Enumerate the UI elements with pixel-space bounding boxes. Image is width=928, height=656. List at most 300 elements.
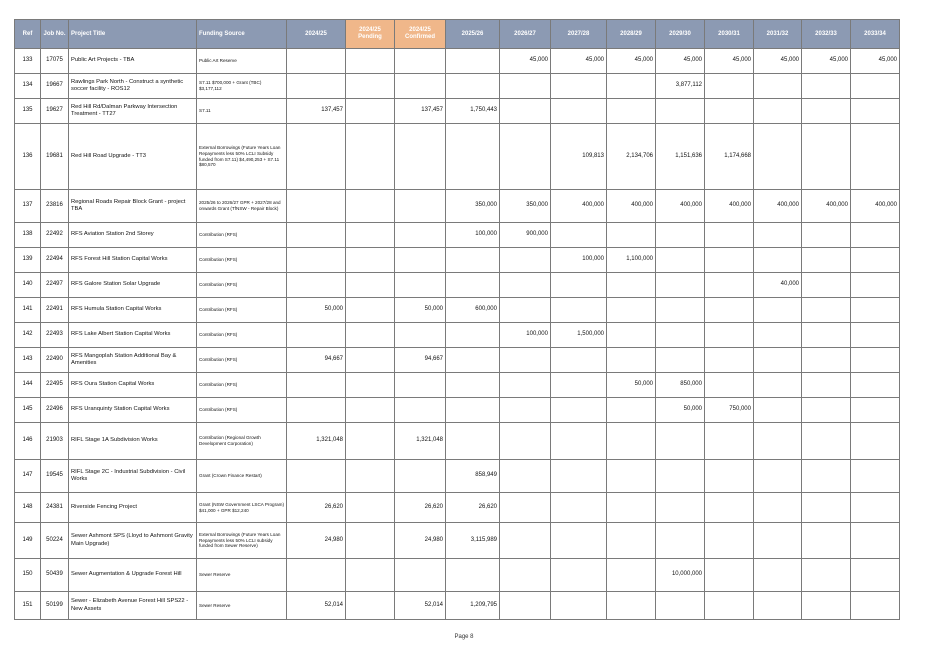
cell-amount bbox=[551, 592, 607, 620]
cell-amount bbox=[395, 49, 446, 74]
cell-amount: 900,000 bbox=[500, 223, 551, 248]
cell-amount: 45,000 bbox=[607, 49, 656, 74]
cell-amount bbox=[754, 398, 802, 423]
cell-amount: 137,457 bbox=[395, 99, 446, 124]
header-2024-25-pending: 2024/25 Pending bbox=[346, 20, 395, 49]
header-2027-28: 2027/28 bbox=[551, 20, 607, 49]
cell-ref: 148 bbox=[15, 493, 41, 523]
cell-amount: 40,000 bbox=[754, 273, 802, 298]
cell-funding-source: Sewer Reserve bbox=[197, 559, 287, 592]
cell-amount bbox=[446, 124, 500, 190]
table-row bbox=[15, 273, 900, 298]
cell-amount bbox=[500, 124, 551, 190]
cell-project-title: RFS Galore Station Solar Upgrade bbox=[69, 273, 197, 298]
cell-job-no: 22495 bbox=[41, 373, 69, 398]
cell-amount bbox=[551, 398, 607, 423]
cell-amount bbox=[705, 592, 754, 620]
cell-amount bbox=[607, 99, 656, 124]
cell-amount bbox=[802, 373, 851, 398]
cell-amount bbox=[551, 523, 607, 559]
cell-job-no: 19667 bbox=[41, 74, 69, 99]
cell-job-no: 22491 bbox=[41, 298, 69, 323]
cell-amount: 400,000 bbox=[851, 190, 900, 223]
cell-amount bbox=[851, 592, 900, 620]
cell-amount bbox=[395, 373, 446, 398]
cell-project-title: RFS Lake Albert Station Capital Works bbox=[69, 323, 197, 348]
cell-amount bbox=[705, 460, 754, 493]
cell-funding-source: Contribution (RFS) bbox=[197, 398, 287, 423]
header-2028-29: 2028/29 bbox=[607, 20, 656, 49]
cell-amount bbox=[656, 99, 705, 124]
cell-amount bbox=[287, 223, 346, 248]
cell-amount: 1,209,795 bbox=[446, 592, 500, 620]
cell-amount bbox=[754, 323, 802, 348]
cell-project-title: Red Hill Road Upgrade - TT3 bbox=[69, 124, 197, 190]
cell-amount bbox=[551, 460, 607, 493]
cell-funding-source: Contribution (RFS) bbox=[197, 348, 287, 373]
cell-amount: 1,321,048 bbox=[287, 423, 346, 460]
cell-funding-source: Grant (Crown Finance Restart) bbox=[197, 460, 287, 493]
header-2025-26: 2025/26 bbox=[446, 20, 500, 49]
cell-amount: 45,000 bbox=[851, 49, 900, 74]
cell-amount bbox=[551, 298, 607, 323]
cell-amount bbox=[287, 323, 346, 348]
cell-amount: 3,877,112 bbox=[656, 74, 705, 99]
cell-amount: 350,000 bbox=[500, 190, 551, 223]
cell-project-title: RFS Mangoplah Station Additional Bay & Amenities bbox=[69, 348, 197, 373]
cell-project-title: Public Art Projects - TBA bbox=[69, 49, 197, 74]
cell-funding-source: S7.11 bbox=[197, 99, 287, 124]
cell-funding-source: Contribution (RFS) bbox=[197, 248, 287, 273]
cell-amount bbox=[705, 423, 754, 460]
cell-amount bbox=[395, 559, 446, 592]
cell-amount bbox=[607, 398, 656, 423]
header-2029-30: 2029/30 bbox=[656, 20, 705, 49]
cell-job-no: 23816 bbox=[41, 190, 69, 223]
cell-amount bbox=[346, 423, 395, 460]
cell-ref: 142 bbox=[15, 323, 41, 348]
cell-amount bbox=[851, 223, 900, 248]
cell-amount bbox=[346, 493, 395, 523]
cell-amount bbox=[656, 493, 705, 523]
cell-amount bbox=[551, 99, 607, 124]
cell-amount bbox=[754, 248, 802, 273]
cell-amount: 45,000 bbox=[656, 49, 705, 74]
cell-amount bbox=[500, 248, 551, 273]
cell-funding-source: S7.11 $700,000 + Grant (TBC) $3,177,112 bbox=[197, 74, 287, 99]
cell-amount: 400,000 bbox=[656, 190, 705, 223]
cell-ref: 149 bbox=[15, 523, 41, 559]
cell-amount bbox=[656, 423, 705, 460]
cell-amount bbox=[346, 298, 395, 323]
cell-project-title: RFS Forest Hill Station Capital Works bbox=[69, 248, 197, 273]
cell-amount bbox=[802, 398, 851, 423]
cell-amount: 24,980 bbox=[395, 523, 446, 559]
cell-amount bbox=[851, 460, 900, 493]
cell-amount bbox=[287, 460, 346, 493]
cell-ref: 141 bbox=[15, 298, 41, 323]
cell-amount: 52,014 bbox=[287, 592, 346, 620]
cell-amount bbox=[346, 373, 395, 398]
cell-amount bbox=[754, 460, 802, 493]
cell-amount bbox=[395, 248, 446, 273]
cell-amount bbox=[656, 248, 705, 273]
cell-funding-source: Sewer Reserve bbox=[197, 592, 287, 620]
table-row bbox=[15, 460, 900, 493]
cell-amount bbox=[705, 273, 754, 298]
cell-amount bbox=[656, 223, 705, 248]
cell-job-no: 22490 bbox=[41, 348, 69, 373]
cell-amount bbox=[346, 323, 395, 348]
cell-amount bbox=[802, 559, 851, 592]
cell-funding-source: External Borrowings (Future Years Loan Repayments less 50% LCLI subsidy funded from Sewer Reserve) bbox=[197, 523, 287, 559]
cell-amount bbox=[607, 298, 656, 323]
table-row bbox=[15, 493, 900, 523]
cell-ref: 139 bbox=[15, 248, 41, 273]
cell-amount bbox=[851, 298, 900, 323]
cell-amount bbox=[446, 348, 500, 373]
cell-amount bbox=[705, 99, 754, 124]
cell-amount bbox=[551, 559, 607, 592]
cell-job-no: 50224 bbox=[41, 523, 69, 559]
cell-amount bbox=[551, 74, 607, 99]
cell-amount bbox=[851, 74, 900, 99]
cell-amount bbox=[851, 248, 900, 273]
cell-amount bbox=[346, 99, 395, 124]
cell-amount bbox=[851, 323, 900, 348]
cell-project-title: RFS Humula Station Capital Works bbox=[69, 298, 197, 323]
cell-amount: 858,949 bbox=[446, 460, 500, 493]
cell-amount bbox=[287, 74, 346, 99]
cell-job-no: 17075 bbox=[41, 49, 69, 74]
cell-amount bbox=[851, 523, 900, 559]
header-2033-34: 2033/34 bbox=[851, 20, 900, 49]
cell-job-no: 21903 bbox=[41, 423, 69, 460]
cell-ref: 136 bbox=[15, 124, 41, 190]
cell-amount: 50,000 bbox=[656, 398, 705, 423]
cell-ref: 134 bbox=[15, 74, 41, 99]
table-row bbox=[15, 248, 900, 273]
table-row bbox=[15, 49, 900, 74]
cell-amount bbox=[802, 74, 851, 99]
cell-amount bbox=[705, 373, 754, 398]
header-2024-25-confirmed: 2024/25 Confirmed bbox=[395, 20, 446, 49]
cell-amount bbox=[607, 348, 656, 373]
cell-amount bbox=[500, 273, 551, 298]
cell-amount bbox=[500, 423, 551, 460]
cell-amount bbox=[754, 74, 802, 99]
cell-amount bbox=[754, 423, 802, 460]
cell-funding-source: Contribution (RFS) bbox=[197, 323, 287, 348]
cell-ref: 140 bbox=[15, 273, 41, 298]
cell-amount bbox=[287, 398, 346, 423]
cell-amount bbox=[446, 273, 500, 298]
cell-amount bbox=[287, 273, 346, 298]
cell-amount bbox=[705, 493, 754, 523]
cell-amount bbox=[346, 523, 395, 559]
cell-amount bbox=[287, 248, 346, 273]
header-row bbox=[15, 20, 900, 49]
cell-job-no: 19627 bbox=[41, 99, 69, 124]
header-job-no: Job No. bbox=[41, 20, 69, 49]
table-row bbox=[15, 298, 900, 323]
cell-amount bbox=[851, 348, 900, 373]
cell-amount bbox=[802, 298, 851, 323]
table-row bbox=[15, 99, 900, 124]
cell-amount bbox=[851, 99, 900, 124]
cell-amount bbox=[607, 273, 656, 298]
cell-project-title: Regional Roads Repair Block Grant - project TBA bbox=[69, 190, 197, 223]
cell-amount: 45,000 bbox=[551, 49, 607, 74]
cell-amount bbox=[607, 523, 656, 559]
cell-amount: 94,667 bbox=[287, 348, 346, 373]
cell-amount bbox=[500, 99, 551, 124]
cell-amount: 109,813 bbox=[551, 124, 607, 190]
cell-amount bbox=[346, 248, 395, 273]
cell-amount: 26,620 bbox=[446, 493, 500, 523]
cell-amount bbox=[287, 49, 346, 74]
cell-amount bbox=[346, 592, 395, 620]
cell-amount: 400,000 bbox=[551, 190, 607, 223]
cell-amount: 26,620 bbox=[287, 493, 346, 523]
table-row bbox=[15, 223, 900, 248]
table-row bbox=[15, 523, 900, 559]
cell-amount: 400,000 bbox=[802, 190, 851, 223]
header-2032-33: 2032/33 bbox=[802, 20, 851, 49]
table-row bbox=[15, 559, 900, 592]
cell-funding-source: Contribution (RFS) bbox=[197, 373, 287, 398]
cell-amount bbox=[656, 323, 705, 348]
cell-amount: 100,000 bbox=[500, 323, 551, 348]
cell-amount bbox=[446, 49, 500, 74]
cell-amount bbox=[500, 298, 551, 323]
cell-amount: 45,000 bbox=[500, 49, 551, 74]
cell-ref: 150 bbox=[15, 559, 41, 592]
header-2031-32: 2031/32 bbox=[754, 20, 802, 49]
header-ref: Ref bbox=[15, 20, 41, 49]
cell-amount bbox=[551, 423, 607, 460]
cell-amount bbox=[705, 248, 754, 273]
cell-amount: 52,014 bbox=[395, 592, 446, 620]
cell-amount bbox=[656, 298, 705, 323]
cell-funding-source: Contribution (RFS) bbox=[197, 223, 287, 248]
cell-amount bbox=[851, 423, 900, 460]
table-row bbox=[15, 423, 900, 460]
cell-amount bbox=[395, 124, 446, 190]
cell-project-title: Rawlings Park North - Construct a synthetic soccer facility - ROS12 bbox=[69, 74, 197, 99]
cell-amount bbox=[851, 273, 900, 298]
cell-amount bbox=[287, 190, 346, 223]
table-row bbox=[15, 373, 900, 398]
cell-amount bbox=[395, 223, 446, 248]
cell-amount bbox=[754, 559, 802, 592]
cell-job-no: 50199 bbox=[41, 592, 69, 620]
cell-amount bbox=[395, 74, 446, 99]
cell-amount: 750,000 bbox=[705, 398, 754, 423]
cell-amount bbox=[802, 248, 851, 273]
cell-amount bbox=[754, 592, 802, 620]
cell-job-no: 22493 bbox=[41, 323, 69, 348]
cell-amount bbox=[607, 592, 656, 620]
cell-ref: 145 bbox=[15, 398, 41, 423]
cell-amount bbox=[607, 74, 656, 99]
cell-amount: 400,000 bbox=[754, 190, 802, 223]
table-row bbox=[15, 323, 900, 348]
cell-amount bbox=[446, 373, 500, 398]
cell-ref: 144 bbox=[15, 373, 41, 398]
cell-job-no: 50439 bbox=[41, 559, 69, 592]
cell-amount bbox=[802, 423, 851, 460]
cell-amount bbox=[851, 398, 900, 423]
cell-amount bbox=[705, 298, 754, 323]
cell-amount bbox=[754, 493, 802, 523]
cell-amount bbox=[851, 493, 900, 523]
cell-amount bbox=[607, 559, 656, 592]
cell-amount bbox=[346, 273, 395, 298]
page-number: Page 8 bbox=[454, 634, 474, 640]
cell-amount bbox=[446, 559, 500, 592]
cell-amount: 45,000 bbox=[802, 49, 851, 74]
cell-amount bbox=[607, 223, 656, 248]
cell-project-title: Sewer Augmentation & Upgrade Forest Hill bbox=[69, 559, 197, 592]
cell-amount bbox=[551, 348, 607, 373]
cell-amount: 1,174,668 bbox=[705, 124, 754, 190]
cell-amount bbox=[705, 323, 754, 348]
cell-amount bbox=[607, 493, 656, 523]
cell-amount bbox=[802, 592, 851, 620]
cell-job-no: 22492 bbox=[41, 223, 69, 248]
cell-project-title: RIFL Stage 2C - Industrial Subdivision - Civil Works bbox=[69, 460, 197, 493]
cell-amount bbox=[754, 124, 802, 190]
cell-amount bbox=[802, 323, 851, 348]
cell-amount bbox=[851, 124, 900, 190]
cell-amount bbox=[500, 74, 551, 99]
cell-amount bbox=[754, 223, 802, 248]
cell-amount bbox=[500, 373, 551, 398]
cell-amount bbox=[346, 348, 395, 373]
cell-ref: 138 bbox=[15, 223, 41, 248]
cell-amount bbox=[607, 460, 656, 493]
cell-amount bbox=[551, 373, 607, 398]
cell-amount bbox=[802, 223, 851, 248]
cell-amount: 100,000 bbox=[551, 248, 607, 273]
cell-amount bbox=[346, 460, 395, 493]
cell-amount bbox=[395, 323, 446, 348]
cell-amount bbox=[705, 223, 754, 248]
table-row bbox=[15, 124, 900, 190]
table-row bbox=[15, 398, 900, 423]
cell-amount: 400,000 bbox=[705, 190, 754, 223]
cell-amount: 24,980 bbox=[287, 523, 346, 559]
cell-amount bbox=[500, 523, 551, 559]
cell-amount: 45,000 bbox=[705, 49, 754, 74]
cell-amount: 26,620 bbox=[395, 493, 446, 523]
cell-amount bbox=[851, 373, 900, 398]
table-row bbox=[15, 348, 900, 373]
cell-amount bbox=[395, 273, 446, 298]
cell-job-no: 22494 bbox=[41, 248, 69, 273]
cell-funding-source: Contribution (Regional Growth Development Corporation) bbox=[197, 423, 287, 460]
cell-job-no: 19545 bbox=[41, 460, 69, 493]
cell-amount: 850,000 bbox=[656, 373, 705, 398]
header-funding-source: Funding Source bbox=[197, 20, 287, 49]
cell-project-title: RIFL Stage 1A Subdivision Works bbox=[69, 423, 197, 460]
cell-amount bbox=[754, 99, 802, 124]
cell-amount: 3,115,989 bbox=[446, 523, 500, 559]
cell-amount bbox=[287, 124, 346, 190]
cell-project-title: RFS Uranquinty Station Capital Works bbox=[69, 398, 197, 423]
cell-amount bbox=[802, 99, 851, 124]
cell-funding-source: Contribution (RFS) bbox=[197, 273, 287, 298]
cell-amount: 50,000 bbox=[287, 298, 346, 323]
cell-amount bbox=[705, 348, 754, 373]
cell-ref: 143 bbox=[15, 348, 41, 373]
cell-funding-source: 2025/26 to 2026/27 GPR + 2027/28 and onwards Grant (TfNSW - Repair Block) bbox=[197, 190, 287, 223]
cell-amount bbox=[446, 74, 500, 99]
cell-amount bbox=[754, 298, 802, 323]
cell-project-title: Sewer - Elizabeth Avenue Forest Hill SPS22 - New Assets bbox=[69, 592, 197, 620]
cell-amount bbox=[500, 398, 551, 423]
cell-amount bbox=[287, 559, 346, 592]
cell-amount bbox=[802, 348, 851, 373]
cell-amount bbox=[500, 592, 551, 620]
cell-amount: 1,151,636 bbox=[656, 124, 705, 190]
cell-ref: 135 bbox=[15, 99, 41, 124]
cell-amount bbox=[446, 248, 500, 273]
cell-amount: 1,500,000 bbox=[551, 323, 607, 348]
cell-amount bbox=[705, 74, 754, 99]
cell-amount bbox=[607, 423, 656, 460]
table-row bbox=[15, 190, 900, 223]
cell-amount bbox=[656, 523, 705, 559]
cell-amount bbox=[851, 559, 900, 592]
cell-amount bbox=[656, 460, 705, 493]
cell-amount bbox=[395, 460, 446, 493]
cell-amount: 94,667 bbox=[395, 348, 446, 373]
cell-project-title: Sewer Ashmont SPS (Lloyd to Ashmont Gravity Main Upgrade) bbox=[69, 523, 197, 559]
cell-ref: 137 bbox=[15, 190, 41, 223]
cell-amount bbox=[551, 493, 607, 523]
cell-amount: 100,000 bbox=[446, 223, 500, 248]
cell-amount: 45,000 bbox=[754, 49, 802, 74]
cell-amount bbox=[346, 124, 395, 190]
cell-amount bbox=[802, 273, 851, 298]
cell-amount bbox=[754, 348, 802, 373]
cell-job-no: 22497 bbox=[41, 273, 69, 298]
cell-job-no: 19681 bbox=[41, 124, 69, 190]
cell-project-title: Red Hill Rd/Dalman Parkway Intersection Treatment - TT27 bbox=[69, 99, 197, 124]
cell-amount bbox=[656, 592, 705, 620]
cell-amount bbox=[346, 74, 395, 99]
cell-amount bbox=[446, 423, 500, 460]
cell-funding-source: External Borrowings (Future Years Loan Repayments less 50% LCLI Subsidy funded from S7.11) $4,490,253 + S7.11 $80,570 bbox=[197, 124, 287, 190]
cell-amount bbox=[705, 523, 754, 559]
cell-amount: 400,000 bbox=[607, 190, 656, 223]
cell-amount bbox=[551, 273, 607, 298]
cell-amount bbox=[656, 348, 705, 373]
cell-amount: 137,457 bbox=[287, 99, 346, 124]
cell-project-title: RFS Aviation Station 2nd Storey bbox=[69, 223, 197, 248]
table-row bbox=[15, 74, 900, 99]
cell-ref: 147 bbox=[15, 460, 41, 493]
cell-amount bbox=[346, 223, 395, 248]
cell-funding-source: Contribution (RFS) bbox=[197, 298, 287, 323]
cell-ref: 151 bbox=[15, 592, 41, 620]
header-2024-25: 2024/25 bbox=[287, 20, 346, 49]
cell-amount bbox=[500, 493, 551, 523]
cell-job-no: 22496 bbox=[41, 398, 69, 423]
cell-amount bbox=[500, 460, 551, 493]
